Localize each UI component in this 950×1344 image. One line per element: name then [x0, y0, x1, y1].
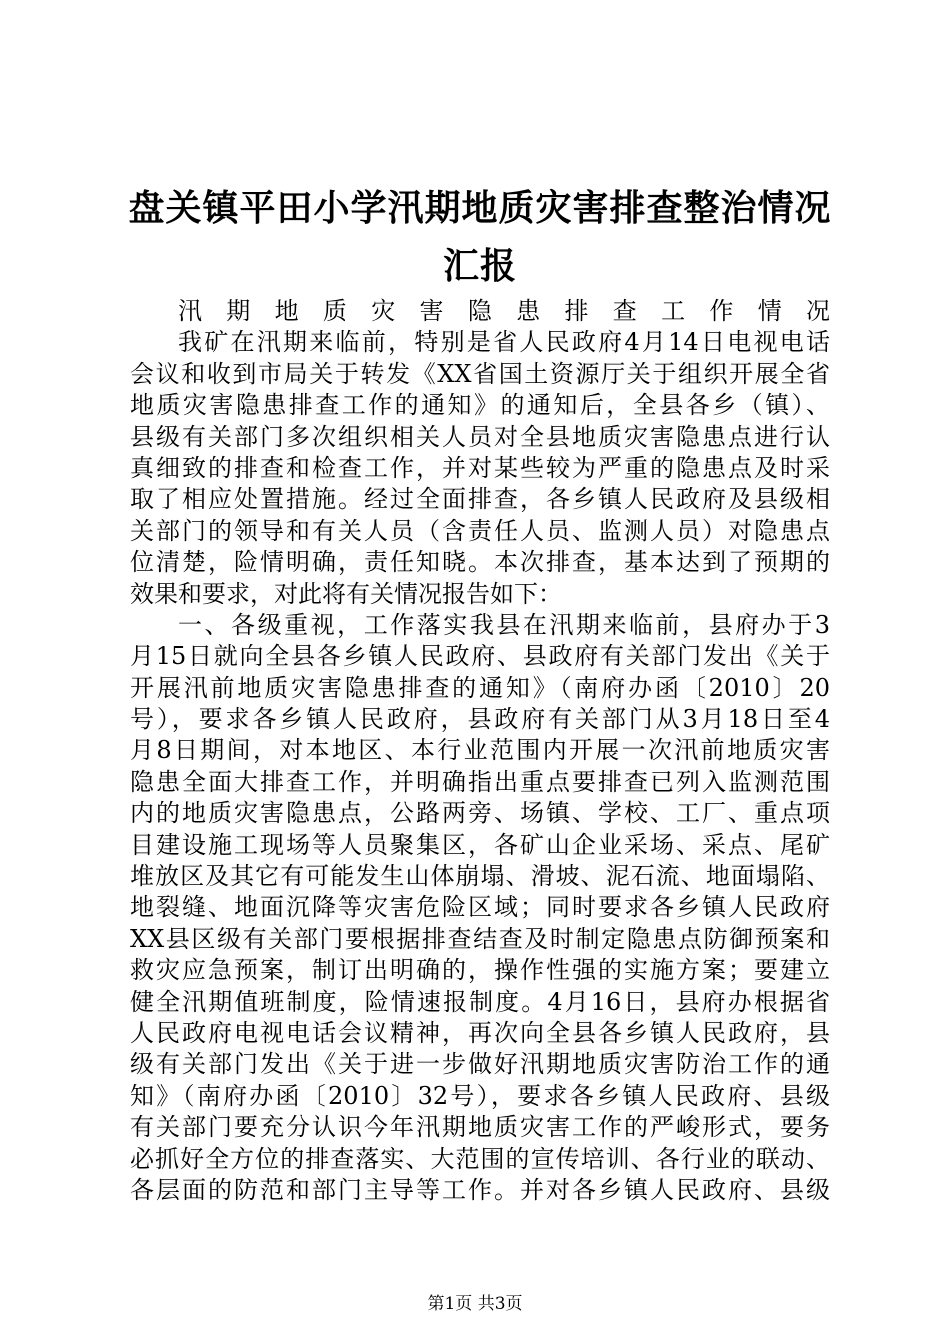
paragraph-line: 关部门的领导和有关人员（含责任人员、监测人员）对隐患点 [130, 516, 830, 545]
paragraph-line: 隐患全面大排查工作，并明确指出重点要排查已列入监测范围 [130, 767, 830, 796]
section-subtitle: 汛期地质灾害隐患排查工作情况 [178, 297, 830, 325]
paragraph-line: XX县区级有关部门要根据排查结查及时制定隐患点防御预案和 [130, 924, 830, 953]
paragraph-line: 救灾应急预案，制订出明确的，操作性强的实施方案；要建立 [130, 956, 830, 985]
document-body [130, 296, 830, 1206]
paragraph-line: 地裂缝、地面沉降等灾害危险区域；同时要求各乡镇人民政府 [130, 893, 830, 922]
paragraph-line: 效果和要求，对此将有关情况报告如下： [130, 579, 562, 608]
paragraph-line: 级有关部门发出《关于进一步做好汛期地质灾害防治工作的通 [130, 1050, 830, 1079]
paragraph-line: 健全汛期值班制度，险情速报制度。4月16日，县府办根据省 [130, 987, 830, 1016]
paragraph-line: 内的地质灾害隐患点，公路两旁、场镇、学校、工厂、重点项 [130, 799, 830, 828]
paragraph-line: 目建设施工现场等人员聚集区，各矿山企业采场、采点、尾矿 [130, 830, 830, 859]
document-title: 盘关镇平田小学汛期地质灾害排查整治情况汇报 [128, 188, 832, 287]
paragraph-line: 知》（南府办函〔2010〕32号），要求各乡镇人民政府、县级 [130, 1081, 830, 1110]
paragraph-line: 有关部门要充分认识今年汛期地质灾害工作的严峻形式，要务 [130, 1113, 830, 1142]
paragraph-line: 真细致的排查和检查工作，并对某些较为严重的隐患点及时采 [130, 453, 830, 482]
paragraph-line: 必抓好全方位的排查落实、大范围的宣传培训、各行业的联动、 [130, 1144, 830, 1173]
paragraph-line: 月8日期间，对本地区、本行业范围内开展一次汛前地质灾害 [130, 736, 830, 765]
paragraph-line: 会议和收到市局关于转发《XX省国土资源厅关于组织开展全省 [130, 359, 830, 388]
paragraph-line: 人民政府电视电话会议精神，再次向全县各乡镇人民政府，县 [130, 1018, 830, 1047]
page-number-footer: 第1页 共3页 [427, 1294, 523, 1314]
paragraph-line: 地质灾害隐患排查工作的通知》的通知后，全县各乡（镇）、 [130, 391, 830, 420]
paragraph-line: 县级有关部门多次组织相关人员对全县地质灾害隐患点进行认 [130, 422, 830, 451]
paragraph-line: 我矿在汛期来临前，特别是省人民政府4月14日电视电话 [178, 328, 830, 357]
paragraph-line: 取了相应处置措施。经过全面排查，各乡镇人民政府及县级相 [130, 485, 830, 514]
paragraph-line: 月15日就向全县各乡镇人民政府、县政府有关部门发出《关于 [130, 642, 830, 671]
paragraph-line: 各层面的防范和部门主导等工作。并对各乡镇人民政府、县级 [130, 1175, 830, 1204]
paragraph-line: 一、各级重视，工作落实我县在汛期来临前，县府办于3 [178, 610, 830, 639]
paragraph-line: 位清楚，险情明确，责任知晓。本次排查，基本达到了预期的 [130, 548, 830, 577]
paragraph-line: 号），要求各乡镇人民政府，县政府有关部门从3月18日至4 [130, 705, 830, 734]
paragraph-line: 开展汛前地质灾害隐患排查的通知》（南府办函〔2010〕20 [130, 673, 830, 702]
paragraph-line: 堆放区及其它有可能发生山体崩塌、滑坡、泥石流、地面塌陷、 [130, 862, 830, 891]
